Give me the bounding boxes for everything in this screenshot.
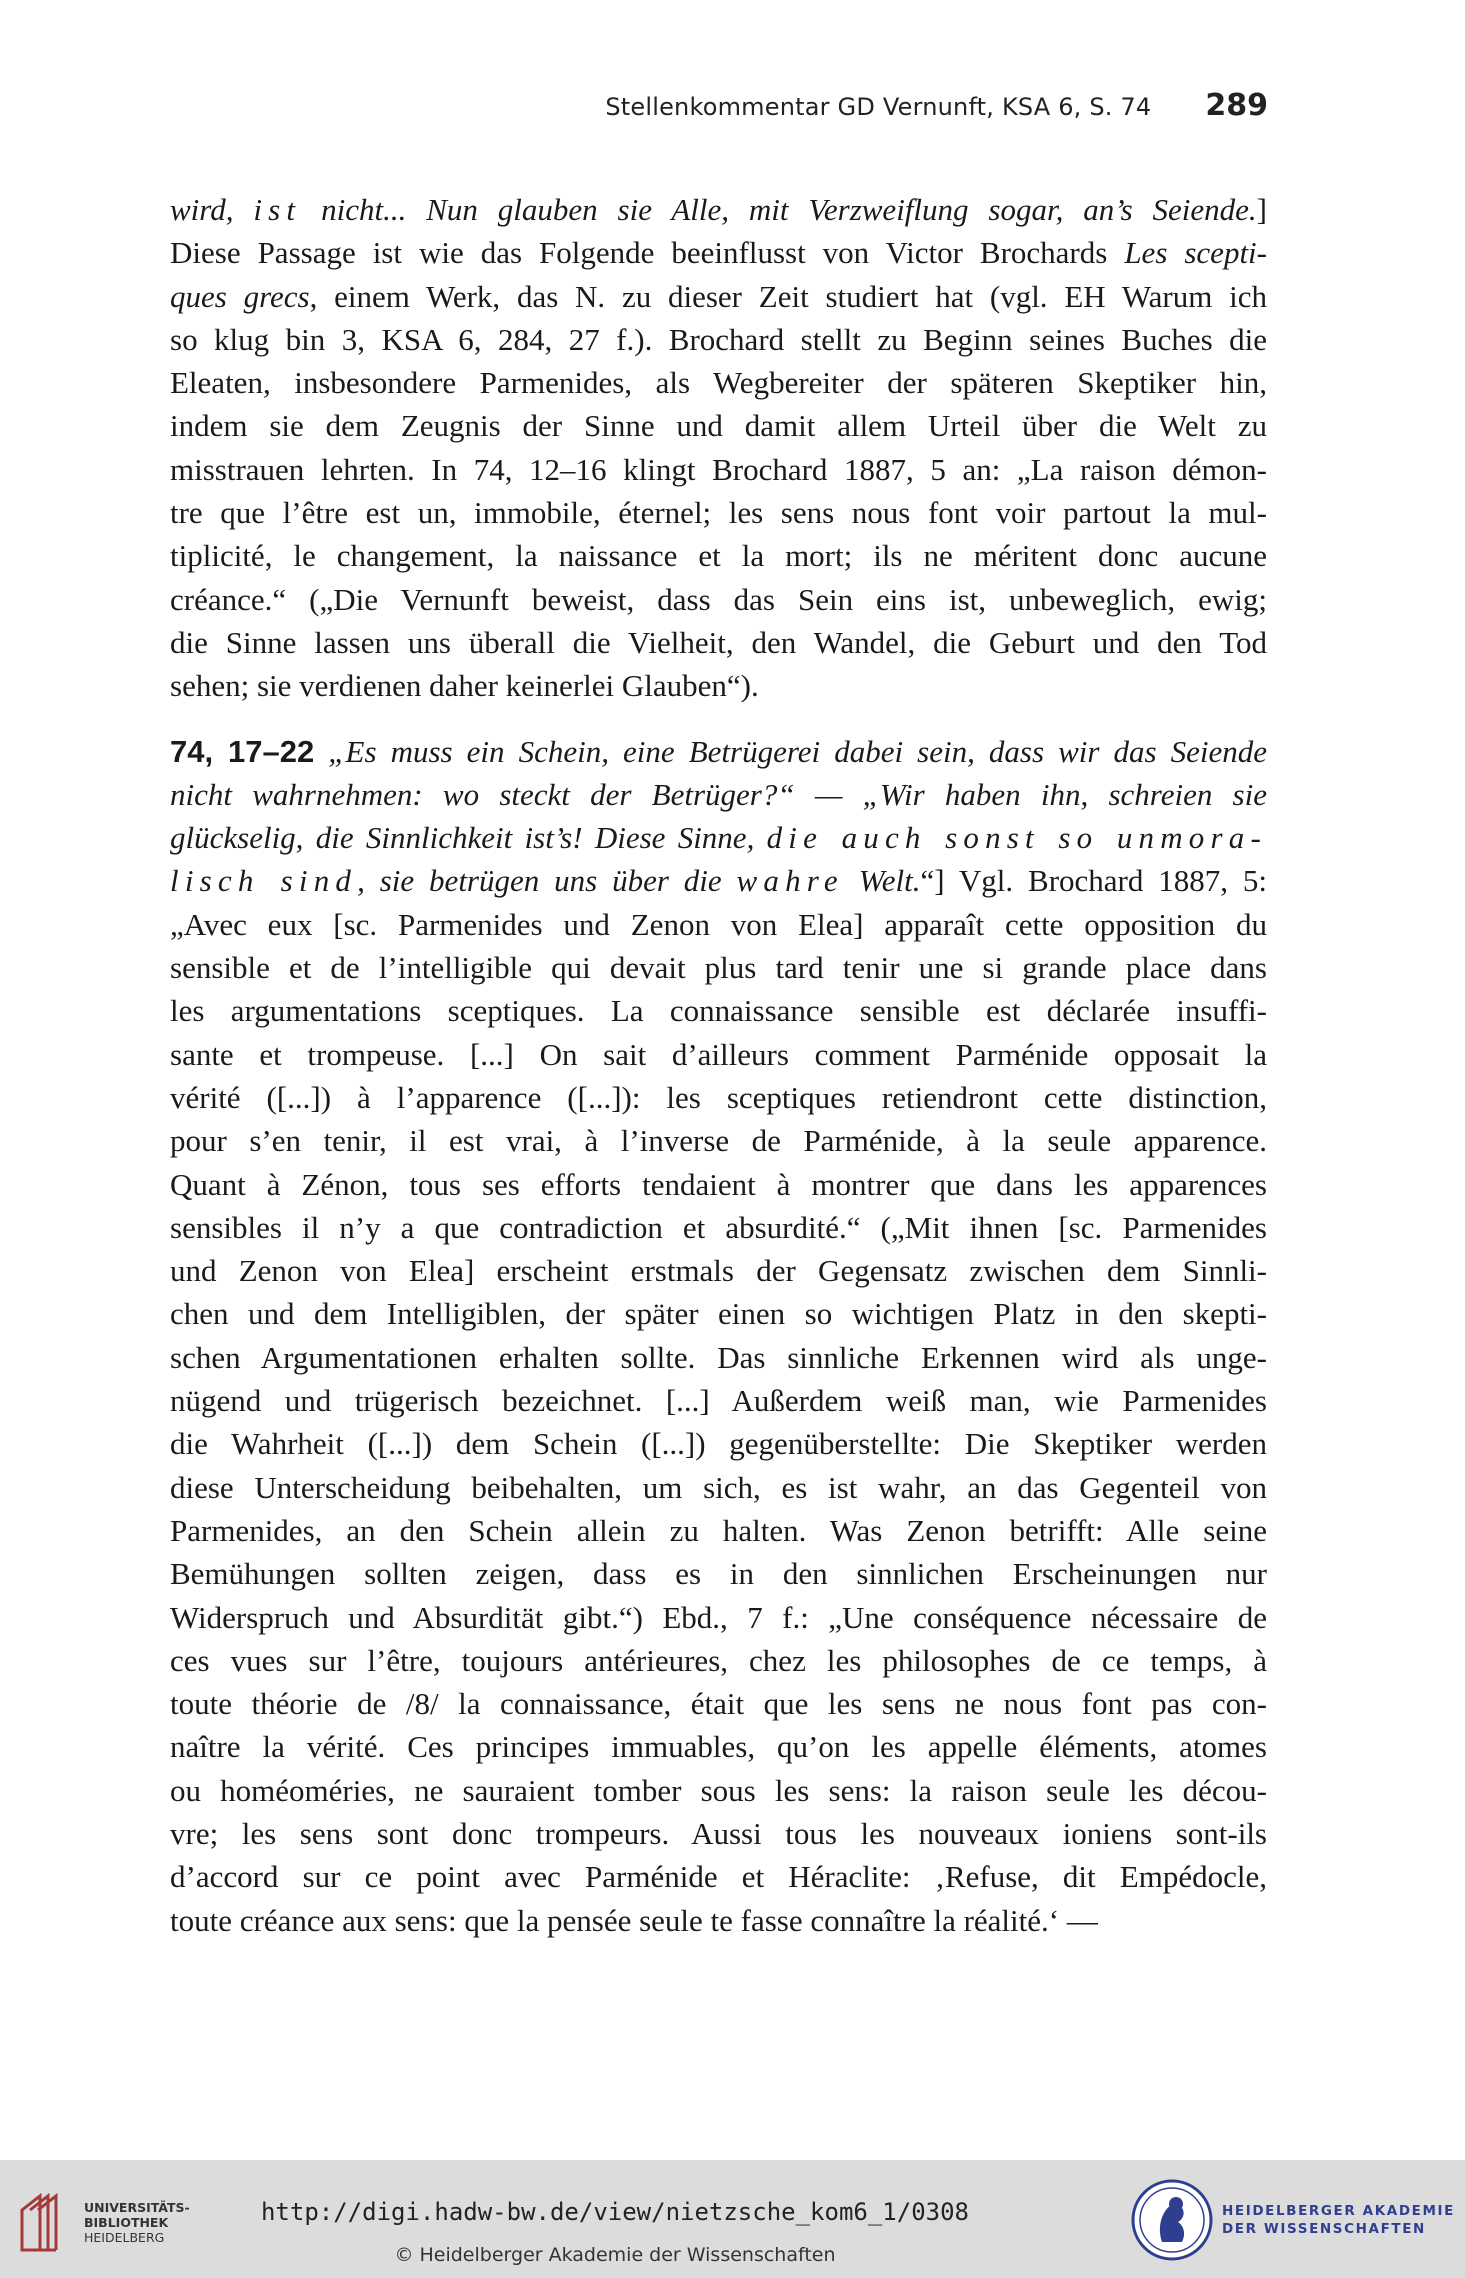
commentary-text: [170, 188, 1267, 1942]
text-run: ques grecs: [170, 278, 310, 314]
text-run: und Zenon von Elea] erscheint erstmals der Gegensatz zwischen dem Sinnli-: [170, 1253, 1267, 1289]
text-line: [170, 903, 1267, 946]
running-head: [170, 88, 1268, 128]
copyright-notice: © Heidelberger Akademie der Wissenschaften: [394, 2244, 836, 2266]
page-number: 289: [1205, 88, 1268, 123]
text-run: diese Unterscheidung beibehalten, um sich, es ist wahr, an das Gegenteil von: [170, 1469, 1267, 1505]
text-run: Parmenides, an den Schein allein zu halten. Was Zenon betrifft: Alle seine: [170, 1512, 1267, 1548]
text-run: toute théorie de /8/ la connaissance, était que les sens ne nous font pas con-: [170, 1686, 1267, 1722]
text-line: [170, 318, 1267, 361]
text-line: [170, 1682, 1267, 1725]
text-line: [170, 989, 1267, 1032]
library-name-line: HEIDELBERG: [84, 2230, 165, 2245]
text-line: [170, 1899, 1267, 1942]
text-line: [170, 664, 1267, 707]
academy-name-line: HEIDELBERGER AKADEMIE: [1222, 2203, 1455, 2219]
text-run: so klug bin 3, KSA 6, 284, 27 f.). Brochard stellt zu Beginn seines Buches die: [170, 321, 1267, 357]
text-line: [170, 534, 1267, 577]
text-line: [170, 1552, 1267, 1595]
text-line: [170, 1379, 1267, 1422]
text-run: schen Argumentationen erhalten sollte. Das sinnliche Erkennen wird als unge-: [170, 1339, 1267, 1375]
text-line: [170, 773, 1267, 816]
text-run: , einem Werk, das N. zu dieser Zeit studiert hat (vgl. EH Warum ich: [309, 278, 1267, 314]
text-run: Eleaten, insbesondere Parmenides, als Wegbereiter der späteren Skeptiker hin,: [170, 365, 1267, 401]
text-run: glückselig, die Sinnlichkeit ist’s! Diese Sinne,: [170, 820, 767, 856]
text-run: les argumentations sceptiques. La connaissance sensible est déclarée insuffi-: [170, 993, 1267, 1029]
text-run: Diese Passage ist wie das Folgende beeinflusst von Victor Brochards: [170, 235, 1125, 271]
text-line: [170, 1596, 1267, 1639]
text-run: vre; les sens sont donc trompeurs. Aussi tous les nouveaux ioniens sont-ils: [170, 1815, 1267, 1851]
academy-name: [1222, 2202, 1455, 2238]
text-run: die Wahrheit ([...]) dem Schein ([...]) gegenüberstellte: Die Skeptiker werden: [170, 1426, 1267, 1462]
text-line: [170, 859, 1267, 902]
text-run: ou homéoméries, ne sauraient tomber sous les sens: la raison seule les décou-: [170, 1772, 1267, 1808]
text-run: ist: [253, 192, 302, 227]
text-line: [170, 1769, 1267, 1812]
library-name-line: UNIVERSITÄTS-: [84, 2200, 190, 2215]
commentary-paragraph-2: [170, 730, 1267, 1942]
text-line: [170, 404, 1267, 447]
academy-seal-icon: [1130, 2178, 1214, 2262]
text-run: nicht... Nun glauben sie Alle, mit Verzweiflung sogar, an’s Seiende.: [301, 192, 1257, 227]
text-line: [170, 946, 1267, 989]
text-run: “] Vgl. Brochard 1887, 5:: [920, 863, 1267, 899]
digitization-footer: [0, 2160, 1465, 2278]
text-run: die auch sonst so unmora-: [766, 820, 1267, 856]
text-line: [170, 578, 1267, 621]
text-line: [170, 448, 1267, 491]
text-line: [170, 1249, 1267, 1292]
text-run: wahre: [736, 863, 844, 899]
text-run: die Sinne lassen uns überall die Vielheit, den Wandel, die Geburt und den Tod: [170, 624, 1267, 660]
lemma-reference: 74, 17–22: [170, 733, 315, 769]
text-line: [170, 1206, 1267, 1249]
text-run: „Avec eux [sc. Parmenides und Zenon von Elea] apparaît cette opposition du: [170, 906, 1267, 942]
text-line: [170, 1292, 1267, 1335]
text-run: tiplicité, le changement, la naissance et la mort; ils ne méritent donc aucune: [170, 538, 1267, 574]
commentary-paragraph-1: [170, 188, 1267, 708]
text-run: chen und dem Intelligiblen, der später einen so wichtigen Platz in den skepti-: [170, 1296, 1267, 1332]
text-line: [170, 1336, 1267, 1379]
text-line: [170, 1509, 1267, 1552]
text-run: naître la vérité. Ces principes immuables, qu’on les appelle éléments, atomes: [170, 1729, 1267, 1765]
text-run: sante et trompeuse. [...] On sait d’ailleurs comment Parménide opposait la: [170, 1036, 1267, 1072]
text-line: [170, 1422, 1267, 1465]
text-run: wird,: [170, 192, 254, 227]
text-run: pour s’en tenir, il est vrai, à l’inverse de Parménide, à la seule apparence.: [170, 1123, 1267, 1159]
text-run: Quant à Zénon, tous ses efforts tendaient à montrer que dans les apparences: [170, 1166, 1267, 1202]
text-line: [170, 1076, 1267, 1119]
text-run: , sie betrügen uns über die: [357, 863, 737, 899]
text-run: tre que l’être est un, immobile, éternel; les sens nous font voir partout la mul-: [170, 495, 1267, 531]
text-run: ]: [1256, 192, 1267, 227]
text-line: [170, 816, 1267, 859]
text-line: [170, 275, 1267, 318]
text-run: créance.“ („Die Vernunft beweist, dass das Sein eins ist, unbeweglich, ewig;: [170, 581, 1267, 617]
academy-name-line: DER WISSENSCHAFTEN: [1222, 2221, 1426, 2237]
text-run: sensibles il n’y a que contradiction et absurdité.“ („Mit ihnen [sc. Parmenides: [170, 1209, 1267, 1245]
university-library-logo-icon: [16, 2188, 74, 2256]
text-run: nügend und trügerisch bezeichnet. [...] Außerdem weiß man, wie Parmenides: [170, 1383, 1267, 1419]
text-line: [170, 1119, 1267, 1162]
text-run: sensible et de l’intelligible qui devait plus tard tenir une si grande place dans: [170, 950, 1267, 986]
text-line: [170, 361, 1267, 404]
text-line: [170, 231, 1267, 274]
text-line: [170, 1163, 1267, 1206]
text-run: ces vues sur l’être, toujours antérieures, chez les philosophes de ce temps, à: [170, 1642, 1267, 1678]
text-line: [170, 1725, 1267, 1768]
text-run: „Es muss ein Schein, eine Betrügerei dabei sein, dass wir das Seiende: [328, 733, 1267, 769]
text-line: [170, 491, 1267, 534]
text-run: lisch sind: [170, 863, 358, 899]
text-line: [170, 1639, 1267, 1682]
text-line: [170, 730, 1267, 773]
text-run: toute créance aux sens: que la pensée seule te fasse connaître la réalité.‘ —: [170, 1902, 1098, 1938]
text-run: indem sie dem Zeugnis der Sinne und damit allem Urteil über die Welt zu: [170, 408, 1267, 444]
text-run: [314, 734, 328, 769]
text-run: Widerspruch und Absurdität gibt.“) Ebd., 7 f.: „Une conséquence nécessaire de: [170, 1599, 1267, 1635]
university-library-name: [84, 2200, 190, 2245]
text-line: [170, 1855, 1267, 1898]
text-run: Welt.: [843, 863, 921, 899]
text-run: d’accord sur ce point avec Parménide et Héraclite: ‚Refuse, dit Empédocle,: [170, 1859, 1267, 1895]
text-line: [170, 1466, 1267, 1509]
text-run: Les scepti-: [1124, 235, 1267, 271]
text-line: [170, 621, 1267, 664]
text-line: [170, 1033, 1267, 1076]
permalink-url[interactable]: http://digi.hadw-bw.de/view/nietzsche_kom6_1/0308: [260, 2198, 969, 2226]
text-line: [170, 1812, 1267, 1855]
text-run: sehen; sie verdienen daher keinerlei Glauben“).: [170, 668, 759, 704]
text-run: misstrauen lehrten. In 74, 12–16 klingt Brochard 1887, 5 an: „La raison démon-: [170, 451, 1267, 487]
text-run: vérité ([...]) à l’apparence ([...]): les sceptiques retiendront cette distinction,: [170, 1079, 1267, 1115]
text-run: Bemühungen sollten zeigen, dass es in den sinnlichen Erscheinungen nur: [170, 1556, 1267, 1592]
library-name-line: BIBLIOTHEK: [84, 2215, 169, 2230]
running-head-title: Stellenkommentar GD Vernunft, KSA 6, S. 74: [605, 93, 1152, 121]
text-line: [170, 188, 1267, 231]
text-run: nicht wahrnehmen: wo steckt der Betrüger?“ — „Wir haben ihn, schreien sie: [170, 776, 1267, 812]
